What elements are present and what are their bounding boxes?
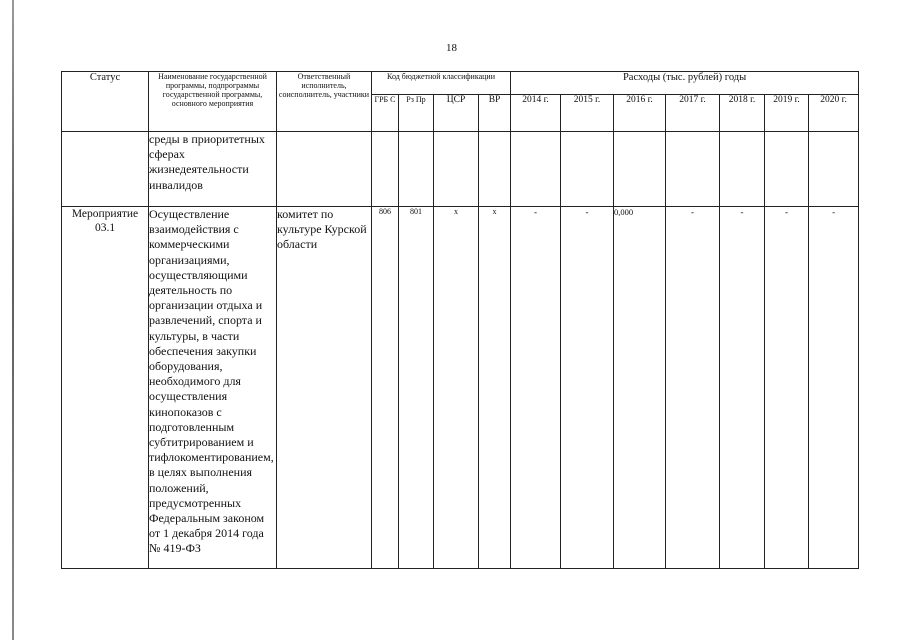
row-year-2015: - xyxy=(561,207,614,569)
row-vr: х xyxy=(479,207,511,569)
row-csr: х xyxy=(434,207,479,569)
table-row xyxy=(62,132,859,207)
header-year-2015: 2015 г. xyxy=(561,95,614,132)
table-row xyxy=(62,207,859,569)
row-year-2019 xyxy=(765,132,809,207)
row-name: среды в приоритетных сферах жизнедеятельности инвалидов xyxy=(149,132,277,207)
row-year-2020 xyxy=(809,132,859,207)
header-year-2019: 2019 г. xyxy=(765,95,809,132)
row-year-2014: - xyxy=(511,207,561,569)
row-csr xyxy=(434,132,479,207)
header-year-2016: 2016 г. xyxy=(614,95,666,132)
row-year-2014 xyxy=(511,132,561,207)
row-year-2018: - xyxy=(720,207,765,569)
row-name: Осуществление взаимодействия с коммерческими организациями, осуществляющими деятельность по организации отдыха и развлечений, спорта и культуры, в части обеспечения закупки оборудования, необходимого для осуществления кинопоказов с подготовленным субтитрированием и тифлокоментированием, в целях выполнения положений, предусмотренных Федеральным законом от 1 декабря 2014 года № 419-ФЗ xyxy=(149,207,277,569)
header-vr: ВР xyxy=(479,95,511,132)
header-grbs: ГРБ С xyxy=(372,95,399,132)
header-rzpr: Рз Пр xyxy=(399,95,434,132)
row-year-2020: - xyxy=(809,207,859,569)
header-year-2017: 2017 г. xyxy=(666,95,720,132)
row-grbs xyxy=(372,132,399,207)
row-grbs: 806 xyxy=(372,207,399,569)
row-year-2018 xyxy=(720,132,765,207)
row-rzpr xyxy=(399,132,434,207)
row-rzpr: 801 xyxy=(399,207,434,569)
row-year-2019: - xyxy=(765,207,809,569)
header-executor: Ответственный исполнитель, соисполнитель, участники xyxy=(277,72,372,132)
header-year-2014: 2014 г. xyxy=(511,95,561,132)
row-year-2016: 0,000 xyxy=(614,207,666,569)
row-year-2016 xyxy=(614,132,666,207)
row-status xyxy=(62,132,149,207)
header-year-2018: 2018 г. xyxy=(720,95,765,132)
header-name: Наименование государственной программы, подпрограммы государственной программы, основного мероприятия xyxy=(149,72,277,132)
header-status: Статус xyxy=(62,72,149,132)
header-csr: ЦСР xyxy=(434,95,479,132)
row-year-2017: - xyxy=(666,207,720,569)
header-year-2020: 2020 г. xyxy=(809,95,859,132)
row-year-2015 xyxy=(561,132,614,207)
header-budget-code: Код бюджетной классификации xyxy=(372,72,511,95)
row-vr xyxy=(479,132,511,207)
header-expenses: Расходы (тыс. рублей) годы xyxy=(511,72,859,95)
row-executor xyxy=(277,132,372,207)
budget-table xyxy=(61,71,859,569)
row-executor: комитет по культуре Курской области xyxy=(277,207,372,569)
row-year-2017 xyxy=(666,132,720,207)
scan-edge-line xyxy=(12,0,14,640)
header-row-1 xyxy=(62,72,859,95)
row-status: Мероприятие 03.1 xyxy=(62,207,149,569)
page-number: 18 xyxy=(446,42,457,54)
